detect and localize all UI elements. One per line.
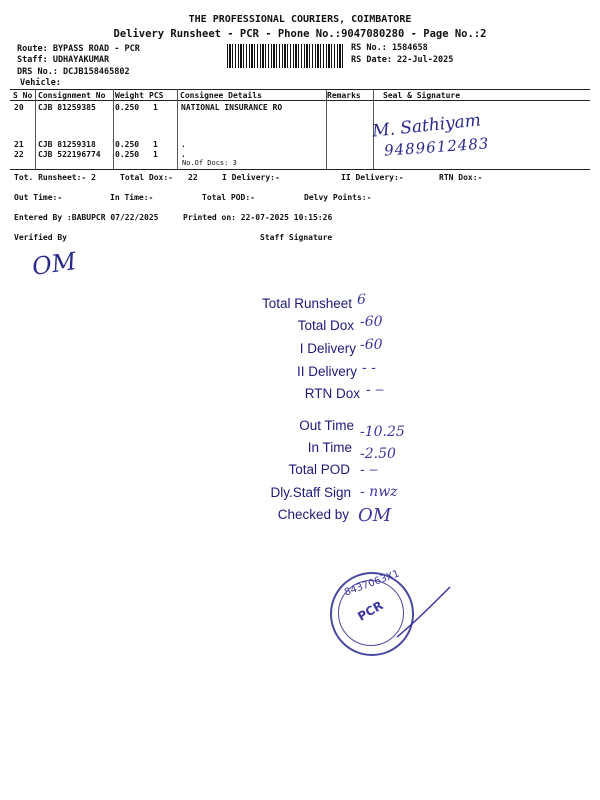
summary-ii-delivery-value: - - [362,360,376,376]
printed-on: Printed on: 22-07-2025 10:15:26 [183,213,333,222]
total-pod: Total POD:- [202,193,255,202]
table-row-consignment: CJB 81259318 [38,140,96,149]
summary-rtn-dox-value: - ‒ [366,382,385,398]
barcode [227,44,345,68]
col-header-consignee: Consignee Details [180,91,262,100]
staff-signature-label: Staff Signature [260,233,333,242]
table-row-pcs: 1 [153,103,158,112]
route-label: Route: BYPASS ROAD - PCR [17,44,140,54]
staff-label: Staff: UDHAYAKUMAR [17,55,110,65]
verified-initials: OM [30,247,78,281]
document-title: Delivery Runsheet - PCR - Phone No.:9047080280 - Page No.:2 [113,28,487,40]
summary-in-time-value: -2.50 [360,446,396,462]
out-time: Out Time:- [14,193,63,202]
col-header-pcs: PCS [149,91,164,100]
summary-out-time-value: -10.25 [360,424,405,440]
verified-by: Verified By [14,233,67,242]
seal-center-text: PCR [355,598,386,624]
rs-date: RS Date: 22-Jul-2025 [351,55,454,65]
summary-checked-by-value: OM [358,505,392,526]
col-header-weight: Weight [115,91,144,100]
summary-total-runsheet-value: 6 [357,292,366,308]
table-row-weight: 0.250 [115,140,140,149]
ii-delivery: II Delivery:- [341,173,404,182]
col-divider [35,89,36,169]
seal-ring-text: 8437063X1 [342,568,402,599]
rs-number: RS No.: 1584658 [351,43,428,53]
table-row-sno: 20 [14,103,24,112]
summary-total-dox-label: Total Dox [297,318,354,333]
table-header-rule [10,100,590,101]
seal-signature-stroke [395,582,455,642]
col-header-remarks: Remarks [327,91,361,100]
table-row-sno: 22 [14,150,24,159]
summary-rtn-dox-label: RTN Dox [304,386,360,401]
summary-total-dox-value: -60 [360,314,383,330]
table-row-pcs: 1 [153,150,158,159]
summary-checked-by-label: Checked by [277,507,349,522]
col-divider [326,89,327,169]
summary-in-time-label: In Time [307,440,352,455]
table-row-details: . [181,150,186,159]
table-row-weight: 0.250 [115,103,140,112]
summary-i-delivery-label: I Delivery [299,341,356,356]
no-of-docs: No.Of Docs: 3 [182,159,237,167]
entered-by: Entered By :BABUPCR 07/22/2025 [14,213,159,222]
col-header-consignment: Consignment No [38,91,106,100]
vehicle-label: Vehicle: [20,78,61,88]
summary-total-pod-label: Total POD [288,462,350,477]
receiver-phone: 9489612483 [383,134,490,160]
in-time: In Time:- [110,193,154,202]
table-row-sno: 21 [14,140,24,149]
summary-out-time-label: Out Time [299,418,354,433]
drs-number: DRS No.: DCJB158465802 [17,67,130,77]
company-name: THE PROFESSIONAL COURIERS, COIMBATORE [188,14,412,25]
table-row-weight: 0.250 [115,150,140,159]
i-delivery: I Delivery:- [222,173,280,182]
col-divider [113,89,114,169]
table-top-rule [10,89,590,90]
total-dox-value: 22 [188,173,198,182]
summary-ii-delivery-label: II Delivery [296,364,357,379]
rtn-dox: RTN Dox:- [439,173,483,182]
summary-total-runsheet-label: Total Runsheet [261,296,352,311]
col-divider [177,89,178,169]
table-row-pcs: 1 [153,140,158,149]
receiver-signature: M. Sathiyam [371,110,482,142]
total-dox-label: Total Dox:- [120,173,173,182]
col-header-seal: Seal & Signature [383,91,461,100]
table-row-consignment: CJB 81259385 [38,103,96,112]
table-bottom-rule [10,169,590,170]
col-header-sno: S No [13,91,33,100]
summary-dly-staff-sign-value: - nwz [360,484,398,500]
table-row-consignment: CJB 522196774 [38,150,101,159]
summary-i-delivery-value: -60 [360,337,383,353]
tot-runsheet: Tot. Runsheet:- 2 [14,173,96,182]
summary-dly-staff-sign-label: Dly.Staff Sign [270,485,351,500]
summary-total-pod-value: - ‒ [360,462,379,478]
table-row-details: . [181,140,186,149]
table-row-details: NATIONAL INSURANCE RO [181,103,283,112]
delvy-points: Delvy Points:- [304,193,372,202]
